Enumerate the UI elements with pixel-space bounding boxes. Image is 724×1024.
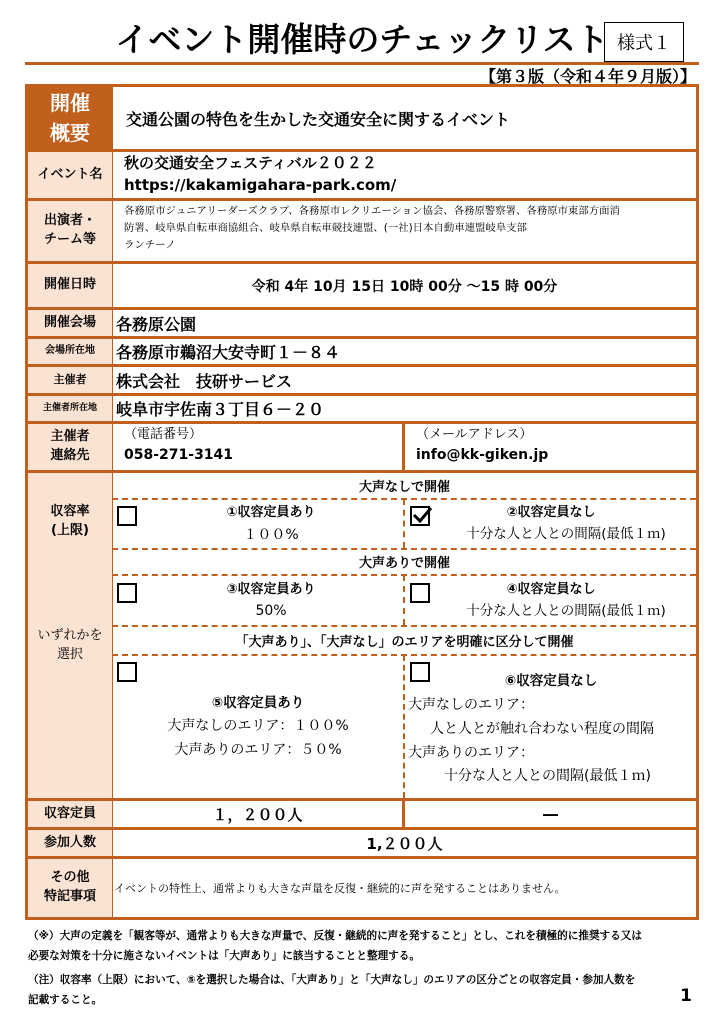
performers-line: 防署、岐阜県自転車商協組合、岐阜県自転車競技連盟、(一社)日本自動車連盟岐阜支部: [124, 222, 527, 235]
option-3-checkbox[interactable]: [117, 583, 137, 603]
option-5-title: ⑤収容定員あり: [211, 695, 305, 711]
option-6-title: ⑥収容定員なし: [504, 673, 598, 689]
overview-value: 交通公園の特色を生かした交通安全に関するイベント: [126, 109, 511, 129]
capacity-count-none: ―: [543, 805, 558, 823]
dashed-column-divider: [403, 499, 405, 548]
contact-label: [28, 424, 112, 470]
overview-label: [28, 87, 112, 149]
participants-label: 参加人数: [28, 830, 112, 856]
row-divider: [25, 198, 699, 201]
row-divider: [25, 149, 699, 152]
email-label: （メールアドレス）: [416, 427, 533, 442]
note-line: 必要な対策を十分に施さないイベントは「大声あり」に該当することと整理する。: [28, 950, 420, 963]
option-1: [140, 503, 402, 546]
venue-value: 各務原公園: [116, 314, 197, 334]
performers-label-line1: 出演者・: [43, 213, 96, 229]
option-5: [113, 692, 403, 763]
option-3-title: ③収容定員あり: [226, 582, 316, 597]
note-line: 記載すること。: [28, 994, 103, 1007]
contact-phone-block: [124, 425, 233, 467]
note-line: （注）収容率（上限）において、⑤を選択した場合は、「大声あり」と「大声なし」のエリアの区分ごとの収容定員・参加人数を: [28, 974, 636, 987]
page-title: イベント開催時のチェックリスト: [115, 20, 609, 59]
venue-label: 開催会場: [28, 310, 112, 336]
datetime-label: 開催日時: [28, 264, 112, 307]
organizer-address-label: 主催者所在地: [28, 396, 112, 421]
performers-line: 各務原市ジュニアリーダーズクラブ、各務原市レクリエーション協会、各務原警察署、各務原市東部方面消: [124, 205, 620, 217]
organizer-address-value: 岐阜市宇佐南３丁目６－２０: [116, 400, 325, 419]
option-1-value: １００%: [243, 526, 299, 543]
form-number: 様式１: [617, 33, 671, 54]
remarks-label-line1: その他: [50, 870, 90, 886]
remarks-value: イベントの特性上、通常よりも大きな声量を反復・継続的に声を発することはありません。: [114, 882, 566, 895]
edition-label: 【第３版（令和４年９月版）】: [479, 67, 696, 86]
contact-email-block: [416, 425, 548, 467]
phone-label: （電話番号）: [124, 427, 203, 442]
overview-label-line2: 概要: [50, 121, 90, 145]
capacity-label-line1: 収容率: [50, 504, 90, 519]
contact-label-line2: 連絡先: [50, 448, 90, 463]
loud-section-header: 大声ありで開催: [358, 556, 450, 571]
capacity-label: [28, 473, 112, 798]
email-value: info@kk-giken.jp: [416, 447, 549, 464]
event-name-block: [124, 153, 396, 197]
row-divider: [25, 421, 699, 424]
dashed-column-divider: [403, 575, 405, 625]
venue-address-label: 会場所在地: [28, 339, 112, 364]
remarks-label-line2: 特記事項: [43, 889, 96, 904]
option-6-line: 大声ありのエリア：: [408, 744, 534, 761]
contact-label-line1: 主催者: [50, 429, 90, 445]
option-4-value: 十分な人と人との間隔(最低１ｍ): [466, 603, 666, 620]
performers-line: ランチーノ: [124, 239, 176, 252]
capacity-count-label: 収容定員: [28, 801, 112, 827]
option-6-line: 大声なしのエリア：: [408, 697, 534, 713]
page-number: 1: [680, 986, 692, 1006]
datetime-value: 令和 4年 10月 15日 10時 00分 ～15 時 00分: [251, 278, 558, 295]
phone-value: 058-271-3141: [124, 447, 234, 464]
capacity-label-line4: 選択: [56, 646, 83, 662]
dashed-column-divider: [403, 655, 405, 798]
option-2-title: ②収容定員なし: [506, 505, 596, 520]
option-2-value: 十分な人と人との間隔(最低１ｍ): [466, 525, 666, 542]
event-url: https://kakamigahara-park.com/: [124, 175, 397, 194]
column-divider: [402, 421, 405, 471]
option-2: [406, 503, 696, 545]
venue-address-value: 各務原市鵜沼大安寺町１－８４: [116, 343, 341, 362]
capacity-count-value: １，２００人: [212, 805, 303, 824]
capacity-label-line3: いずれかを: [37, 627, 103, 643]
remarks-label: [28, 859, 112, 917]
option-5-checkbox[interactable]: [117, 662, 137, 682]
event-name-label: イベント名: [28, 152, 112, 198]
organizer-label: 主催者: [28, 367, 112, 393]
organizer-value: 株式会社 技研サービス: [116, 371, 293, 391]
performers-block: [124, 203, 694, 254]
option-1-title: ①収容定員あり: [226, 505, 316, 520]
option-6: [408, 694, 696, 789]
capacity-label-line2: (上限): [51, 522, 89, 538]
performers-label: [28, 201, 112, 261]
mixed-section-header: 「大声あり」、「大声なし」のエリアを明確に区分して開催: [235, 635, 574, 650]
option-5-line: 大声なしのエリア：１００%: [167, 717, 349, 734]
quiet-section-header: 大声なしで開催: [358, 479, 450, 495]
option-3: [140, 579, 402, 624]
option-3-value: 50%: [255, 603, 287, 620]
option-5-line: 大声ありのエリア：５０%: [174, 741, 342, 758]
footnotes: [28, 926, 696, 1011]
option-4-title: ④収容定員なし: [506, 582, 596, 597]
option-1-checkbox[interactable]: [117, 506, 137, 526]
note-line: （※）大声の定義を「観客等が、通常よりも大きな声量で、反復・継続的に声を発すること」とし、これを積極的に推奨する又は: [28, 930, 642, 942]
overview-label-line1: 開催: [50, 91, 90, 115]
option-6-line: 十分な人と人との間隔(最低１ｍ): [444, 768, 651, 785]
option-6-line: 人と人とが触れ合わない程度の間隔: [430, 720, 654, 737]
option-4: [406, 579, 696, 623]
performers-label-line2: チーム等: [43, 232, 96, 247]
form-number-box: [604, 22, 684, 62]
event-name: 秋の交通安全フェスティバル２０２２: [124, 154, 377, 172]
participants-value: 1,２００人: [366, 834, 443, 853]
